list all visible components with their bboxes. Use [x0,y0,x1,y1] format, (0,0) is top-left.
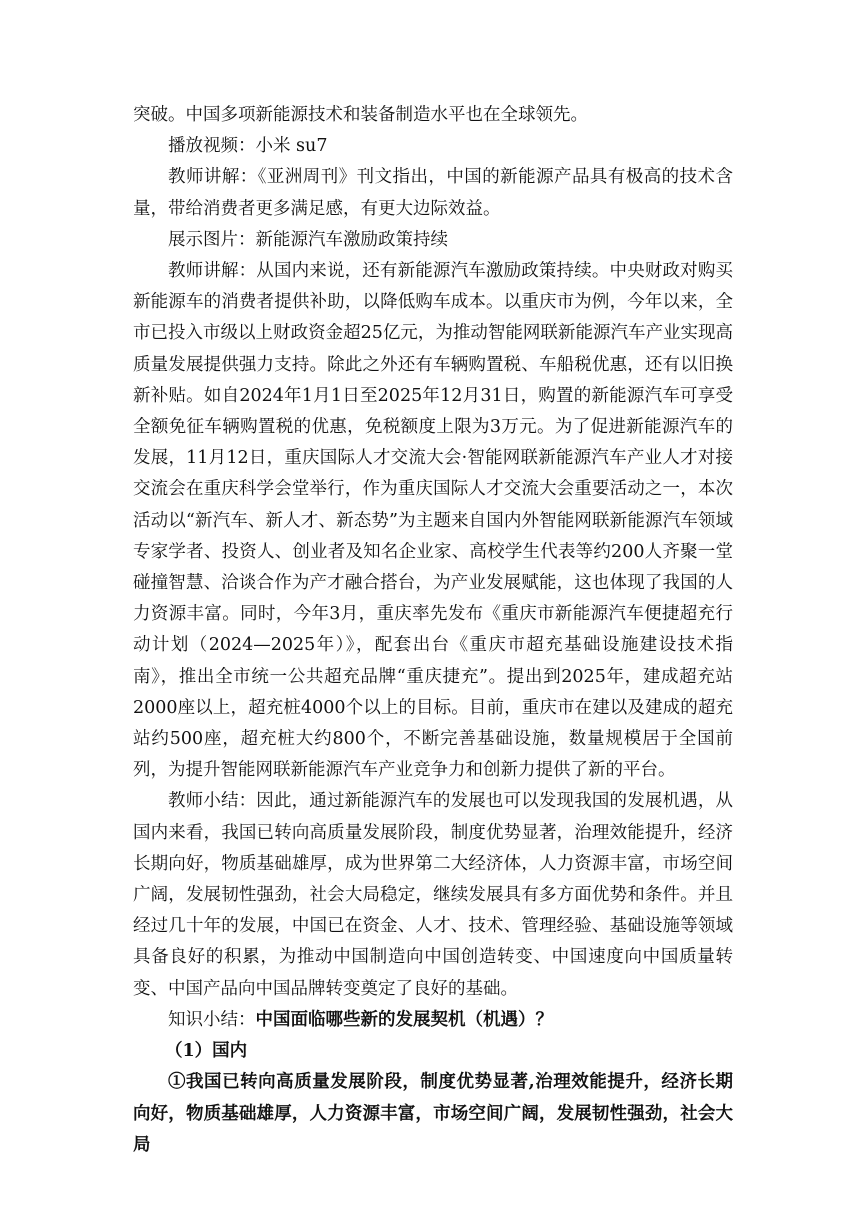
paragraph-video: 播放视频：小米 su7 [168,136,328,157]
paragraph-teacher-asia-weekly: 教师讲解：《亚洲周刊》刊文指出，中国的新能源产品具有极高的技术含量，带给消费者更多满足感，有更大边际效益。 [133,167,733,219]
section-heading-domestic: （1）国内 [165,1041,248,1062]
knowledge-summary-question: 中国面临哪些新的发展契机（机遇）？ [255,1009,553,1030]
paragraph-teacher-policy: 教师讲解：从国内来说，还有新能源汽车激励政策持续。中央财政对购买新能源车的消费者提供补助，以降低购车成本。以重庆市为例，今年以来，全市已投入市级以上财政资金超25亿元，为推动智能网联新能源汽车产业实现高质量发展提供强力支持。除此之外还有车辆购置税、车船税优惠，还有以旧换新补贴。如自2024年1月1日至2025年12月31日，购置的新能源汽车可享受全额免征车辆购置税的优惠，免税额度上限为3万元。为了促进新能源汽车的发展，11月12日，重庆国际人才交流大会·智能网联新能源汽车产业人才对接交流会在重庆科学会堂举行，作为重庆国际人才交流大会重要活动之一，本次活动以“新汽车、新人才、新态势”为主题来自国内外智能网联新能源汽车领域专家学者、投资人、创业者及知名企业家、高校学生代表等约200人齐聚一堂碰撞智慧、洽谈合作为产才融合搭台，为产业发展赋能，这也体现了我国的人力资源丰富。同时，今年3月，重庆率先发布《重庆市新能源汽车便捷超充行动计划（2024—2025年）》，配套出台《重庆市超充基础设施建设技术指南》，推出全市统一公共超充品牌“重庆捷充”。提出到2025年，建成超充站2000座以上，超充桩4000个以上的目标。目前，重庆市在建以及建成的超充站约500座，超充桩大约800个，不断完善基础设施，数量规模居于全国前列，为提升智能网联新能源汽车产业竞争力和创新力提供了新的平台。 [133,261,733,781]
knowledge-summary [133,1005,733,1036]
point-one: ①我国已转向高质量发展阶段，制度优势显著,治理效能提升，经济长期向好，物质基础雄厚，人力资源丰富，市场空间广阔，发展韧性强劲，社会大局 [133,1072,733,1155]
document-page [133,100,733,1161]
knowledge-summary-label: 知识小结： [168,1009,256,1030]
paragraph-continuation: 突破。中国多项新能源技术和装备制造水平也在全球领先。 [133,105,588,125]
paragraph-teacher-summary: 教师小结：因此，通过新能源汽车的发展也可以发现我国的发展机遇，从国内来看，我国已转向高质量发展阶段，制度优势显著，治理效能提升，经济长期向好，物质基础雄厚，成为世界第二大经济体，人力资源丰富，市场空间广阔，发展韧性强劲，社会大局稳定，继续发展具有多方面优势和条件。并且经过几十年的发展，中国已在资金、人才、技术、管理经验、基础设施等领域具备良好的积累，为推动中国制造向中国创造转变、中国速度向中国质量转变、中国产品向中国品牌转变奠定了良好的基础。 [133,791,733,999]
paragraph-show-image: 展示图片：新能源汽车激励政策持续 [168,229,448,250]
